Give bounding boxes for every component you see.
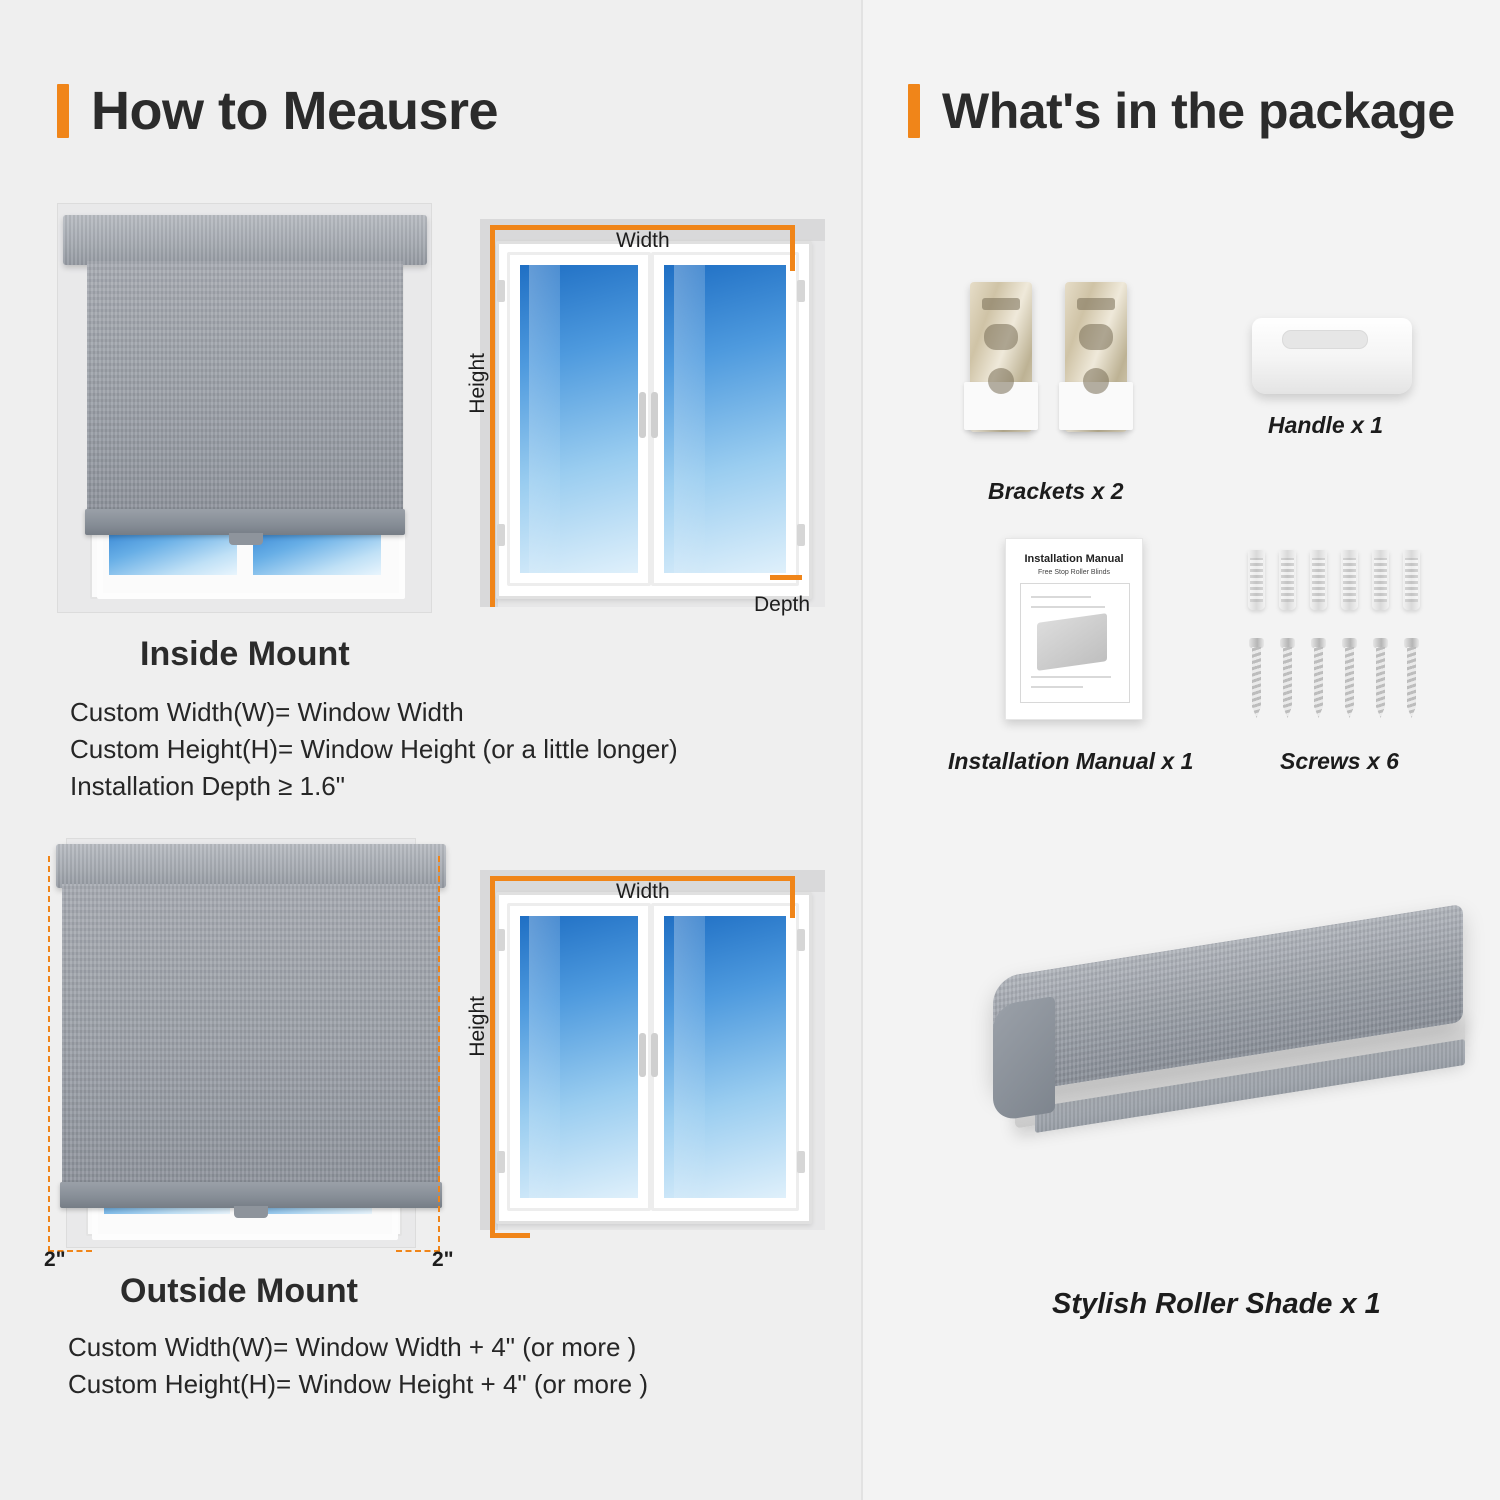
dim-line-depth [770,575,802,580]
head-rail-outside [56,844,446,888]
bracket-2 [1065,282,1127,432]
bottom-rail [85,509,405,535]
inside-line-3: Installation Depth ≥ 1.6" [70,771,345,801]
column-divider [861,0,863,1500]
manual-subtitle: Free Stop Roller Blinds [1038,569,1110,576]
outside-line-2: Custom Height(H)= Window Height + 4" (or more ) [68,1369,648,1399]
shade-fabric [87,261,403,513]
outside-mount-photo [26,838,456,1248]
handle-part [1252,318,1412,394]
dash-right [438,856,440,1252]
window-frame-outside [496,892,812,1224]
shade-fabric-outside [62,884,440,1186]
handle-label: Handle x 1 [1268,412,1384,438]
inside-line-2: Custom Height(H)= Window Height (or a little longer) [70,734,678,764]
roller-shade-product [975,905,1475,1235]
handle-group [1252,318,1422,408]
inside-mount-photo [57,203,432,613]
screws-label: Screws x 6 [1280,748,1399,774]
left-heading-text: How to Meausre [91,81,499,141]
bottom-rail-outside [60,1182,442,1208]
outside-line-1: Custom Width(W)= Window Width + 4" (or more ) [68,1332,637,1362]
label-right-margin: 2" [432,1248,454,1271]
inside-mount-diagram [466,203,840,633]
dim-mark-top-right-2 [790,876,795,918]
dim-mark-bottom-2 [490,1233,530,1238]
label-height: Height [466,353,489,414]
head-rail [63,215,427,265]
dim-mark-top-right [790,225,795,271]
inside-mount-caption: Inside Mount [140,635,350,673]
label-width: Width [616,229,670,252]
manual-title: Installation Manual [1024,553,1124,565]
roller-shade-label: Stylish Roller Shade x 1 [1052,1288,1381,1320]
screws-group [1248,540,1438,730]
dim-line-height [490,237,495,607]
inside-line-1: Custom Width(W)= Window Width [70,697,464,727]
bracket-1 [970,282,1032,432]
left-heading [57,80,498,142]
outside-mount-caption: Outside Mount [120,1272,358,1310]
right-heading-text: What's in the package [942,83,1455,139]
pull-tab-outside [234,1206,268,1218]
manual-label: Installation Manual x 1 [948,748,1194,774]
label-height-2: Height [466,996,489,1057]
brackets-group [960,282,1160,442]
dash-left [48,856,50,1252]
handle-notch [1282,330,1368,349]
label-width-2: Width [616,880,670,903]
installation-manual [1005,538,1143,720]
right-heading [908,82,1455,140]
label-left-margin: 2" [44,1248,66,1271]
brackets-label: Brackets x 2 [988,478,1124,504]
accent-bar-left [57,84,69,138]
dim-line-height-2 [490,888,495,1238]
accent-bar-right [908,84,920,138]
label-depth: Depth [754,593,811,616]
outside-mount-diagram [466,848,840,1248]
pull-tab [229,533,263,545]
window-frame [496,241,812,599]
manual-figure-box [1020,583,1130,703]
